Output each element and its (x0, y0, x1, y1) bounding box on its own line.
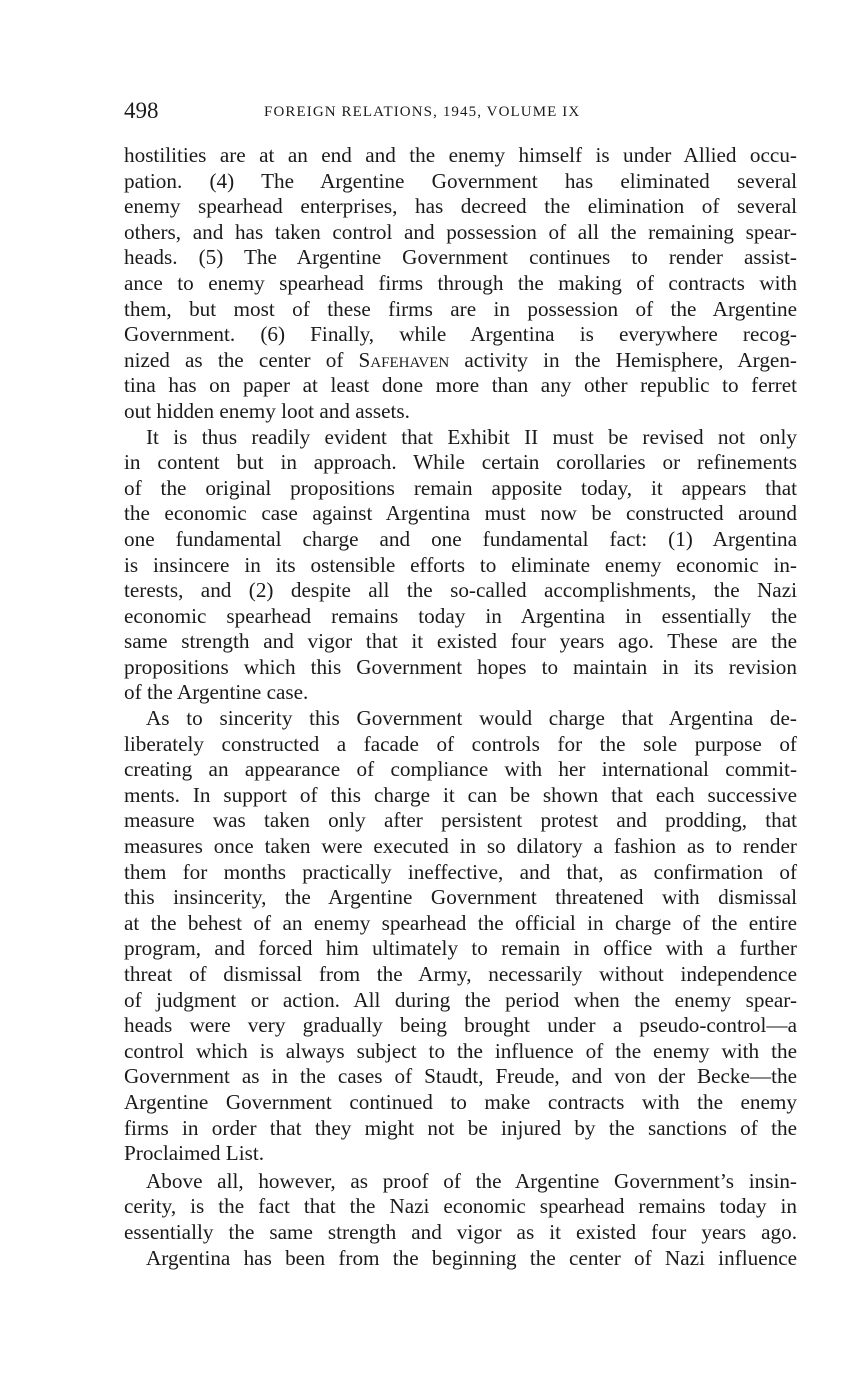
text-line: firms in order that they might not be injured by the sanctions of the (124, 1115, 797, 1140)
text-line: Argentine Government continued to make contracts with the enemy (124, 1089, 797, 1114)
text-line: creating an appearance of compliance with her international commit- (124, 757, 797, 782)
text-line: measure was taken only after persistent protest and prodding, that (124, 808, 797, 833)
text-line: them, but most of these firms are in possession of the Argentine (124, 296, 797, 321)
paragraph-above-all (124, 1169, 797, 1246)
text-line: Government as in the cases of Staudt, Freude, and von der Becke—the (124, 1064, 797, 1089)
text-line (124, 348, 797, 374)
text-line: liberately constructed a facade of controls for the sole purpose of (124, 731, 797, 756)
text-line: in content but in approach. While certain corollaries or refinements (124, 450, 797, 475)
running-head: FOREIGN RELATIONS, 1945, VOLUME IX (264, 104, 581, 120)
text-line: this insincerity, the Argentine Government threatened with dismissal (124, 885, 797, 910)
text-line: Proclaimed List. (124, 1141, 265, 1166)
paragraph-sincerity (124, 706, 797, 1167)
text-line: ance to enemy spearhead firms through the making of contracts with (124, 270, 797, 295)
safehaven-term: Safehaven (358, 347, 450, 372)
text-run: activity in the Hemisphere, Argen- (449, 347, 797, 372)
text-line: It is thus readily evident that Exhibit II must be revised not only (146, 424, 797, 449)
text-line: of judgment or action. All during the period when the enemy spear- (124, 987, 797, 1012)
text-line: cerity, is the fact that the Nazi economic spearhead remains today in (124, 1194, 797, 1219)
paragraph-continuation (124, 143, 797, 425)
text-line: heads. (5) The Argentine Government continues to render assist- (124, 245, 797, 270)
page-number: 498 (124, 98, 159, 123)
text-line: others, and has taken control and possession of all the remaining spear- (124, 219, 797, 244)
text-line: one fundamental charge and one fundamental fact: (1) Argentina (124, 526, 797, 551)
text-line: them for months practically ineffective, and that, as confirmation of (124, 859, 797, 884)
text-line: program, and forced him ultimately to remain in office with a further (124, 936, 797, 961)
text-line: of the Argentine case. (124, 680, 309, 705)
text-line: ments. In support of this charge it can be shown that each successive (124, 782, 797, 807)
text-line: tina has on paper at least done more than any other republic to ferret (124, 373, 797, 398)
text-line: the economic case against Argentina must now be constructed around (124, 501, 797, 526)
text-line: measures once taken were executed in so dilatory a fashion as to render (124, 834, 797, 859)
body-text (124, 143, 797, 1271)
text-line: Argentina has been from the beginning the center of Nazi influence (146, 1245, 797, 1270)
text-line: threat of dismissal from the Army, necessarily without independence (124, 962, 797, 986)
page-header (124, 98, 796, 126)
text-line: economic spearhead remains today in Argentina in essentially the (124, 603, 797, 628)
text-line: propositions which this Government hopes to maintain in its revision (124, 654, 797, 679)
text-line: Above all, however, as proof of the Argentine Government’s insin- (146, 1168, 797, 1193)
paragraph-nazi-influence (124, 1246, 797, 1272)
text-line: out hidden enemy loot and assets. (124, 398, 410, 423)
text-line: heads were very gradually being brought under a pseudo-control—a (124, 1013, 797, 1038)
text-line: same strength and vigor that it existed four years ago. These are the (124, 629, 797, 654)
text-run: nized as the center of (124, 347, 359, 372)
text-line: terests, and (2) despite all the so-called accomplishments, the Nazi (124, 578, 797, 603)
text-line: at the behest of an enemy spearhead the official in charge of the entire (124, 910, 797, 935)
text-line: is insincere in its ostensible efforts to eliminate enemy economic in- (124, 552, 797, 577)
text-line: of the original propositions remain apposite today, it appears that (124, 475, 797, 500)
text-line: pation. (4) The Argentine Government has eliminated several (124, 168, 797, 193)
text-line: As to sincerity this Government would charge that Argentina de- (146, 706, 797, 731)
text-line: essentially the same strength and vigor as it existed four years ago. (124, 1219, 797, 1244)
text-line: Government. (6) Finally, while Argentina is everywhere recog- (124, 322, 797, 347)
text-line: hostilities are at an end and the enemy himself is under Allied occu- (124, 143, 797, 167)
paragraph-exhibit-ii (124, 425, 797, 707)
text-line: enemy spearhead enterprises, has decreed the elimination of several (124, 194, 797, 219)
text-line: control which is always subject to the influence of the enemy with the (124, 1038, 797, 1063)
